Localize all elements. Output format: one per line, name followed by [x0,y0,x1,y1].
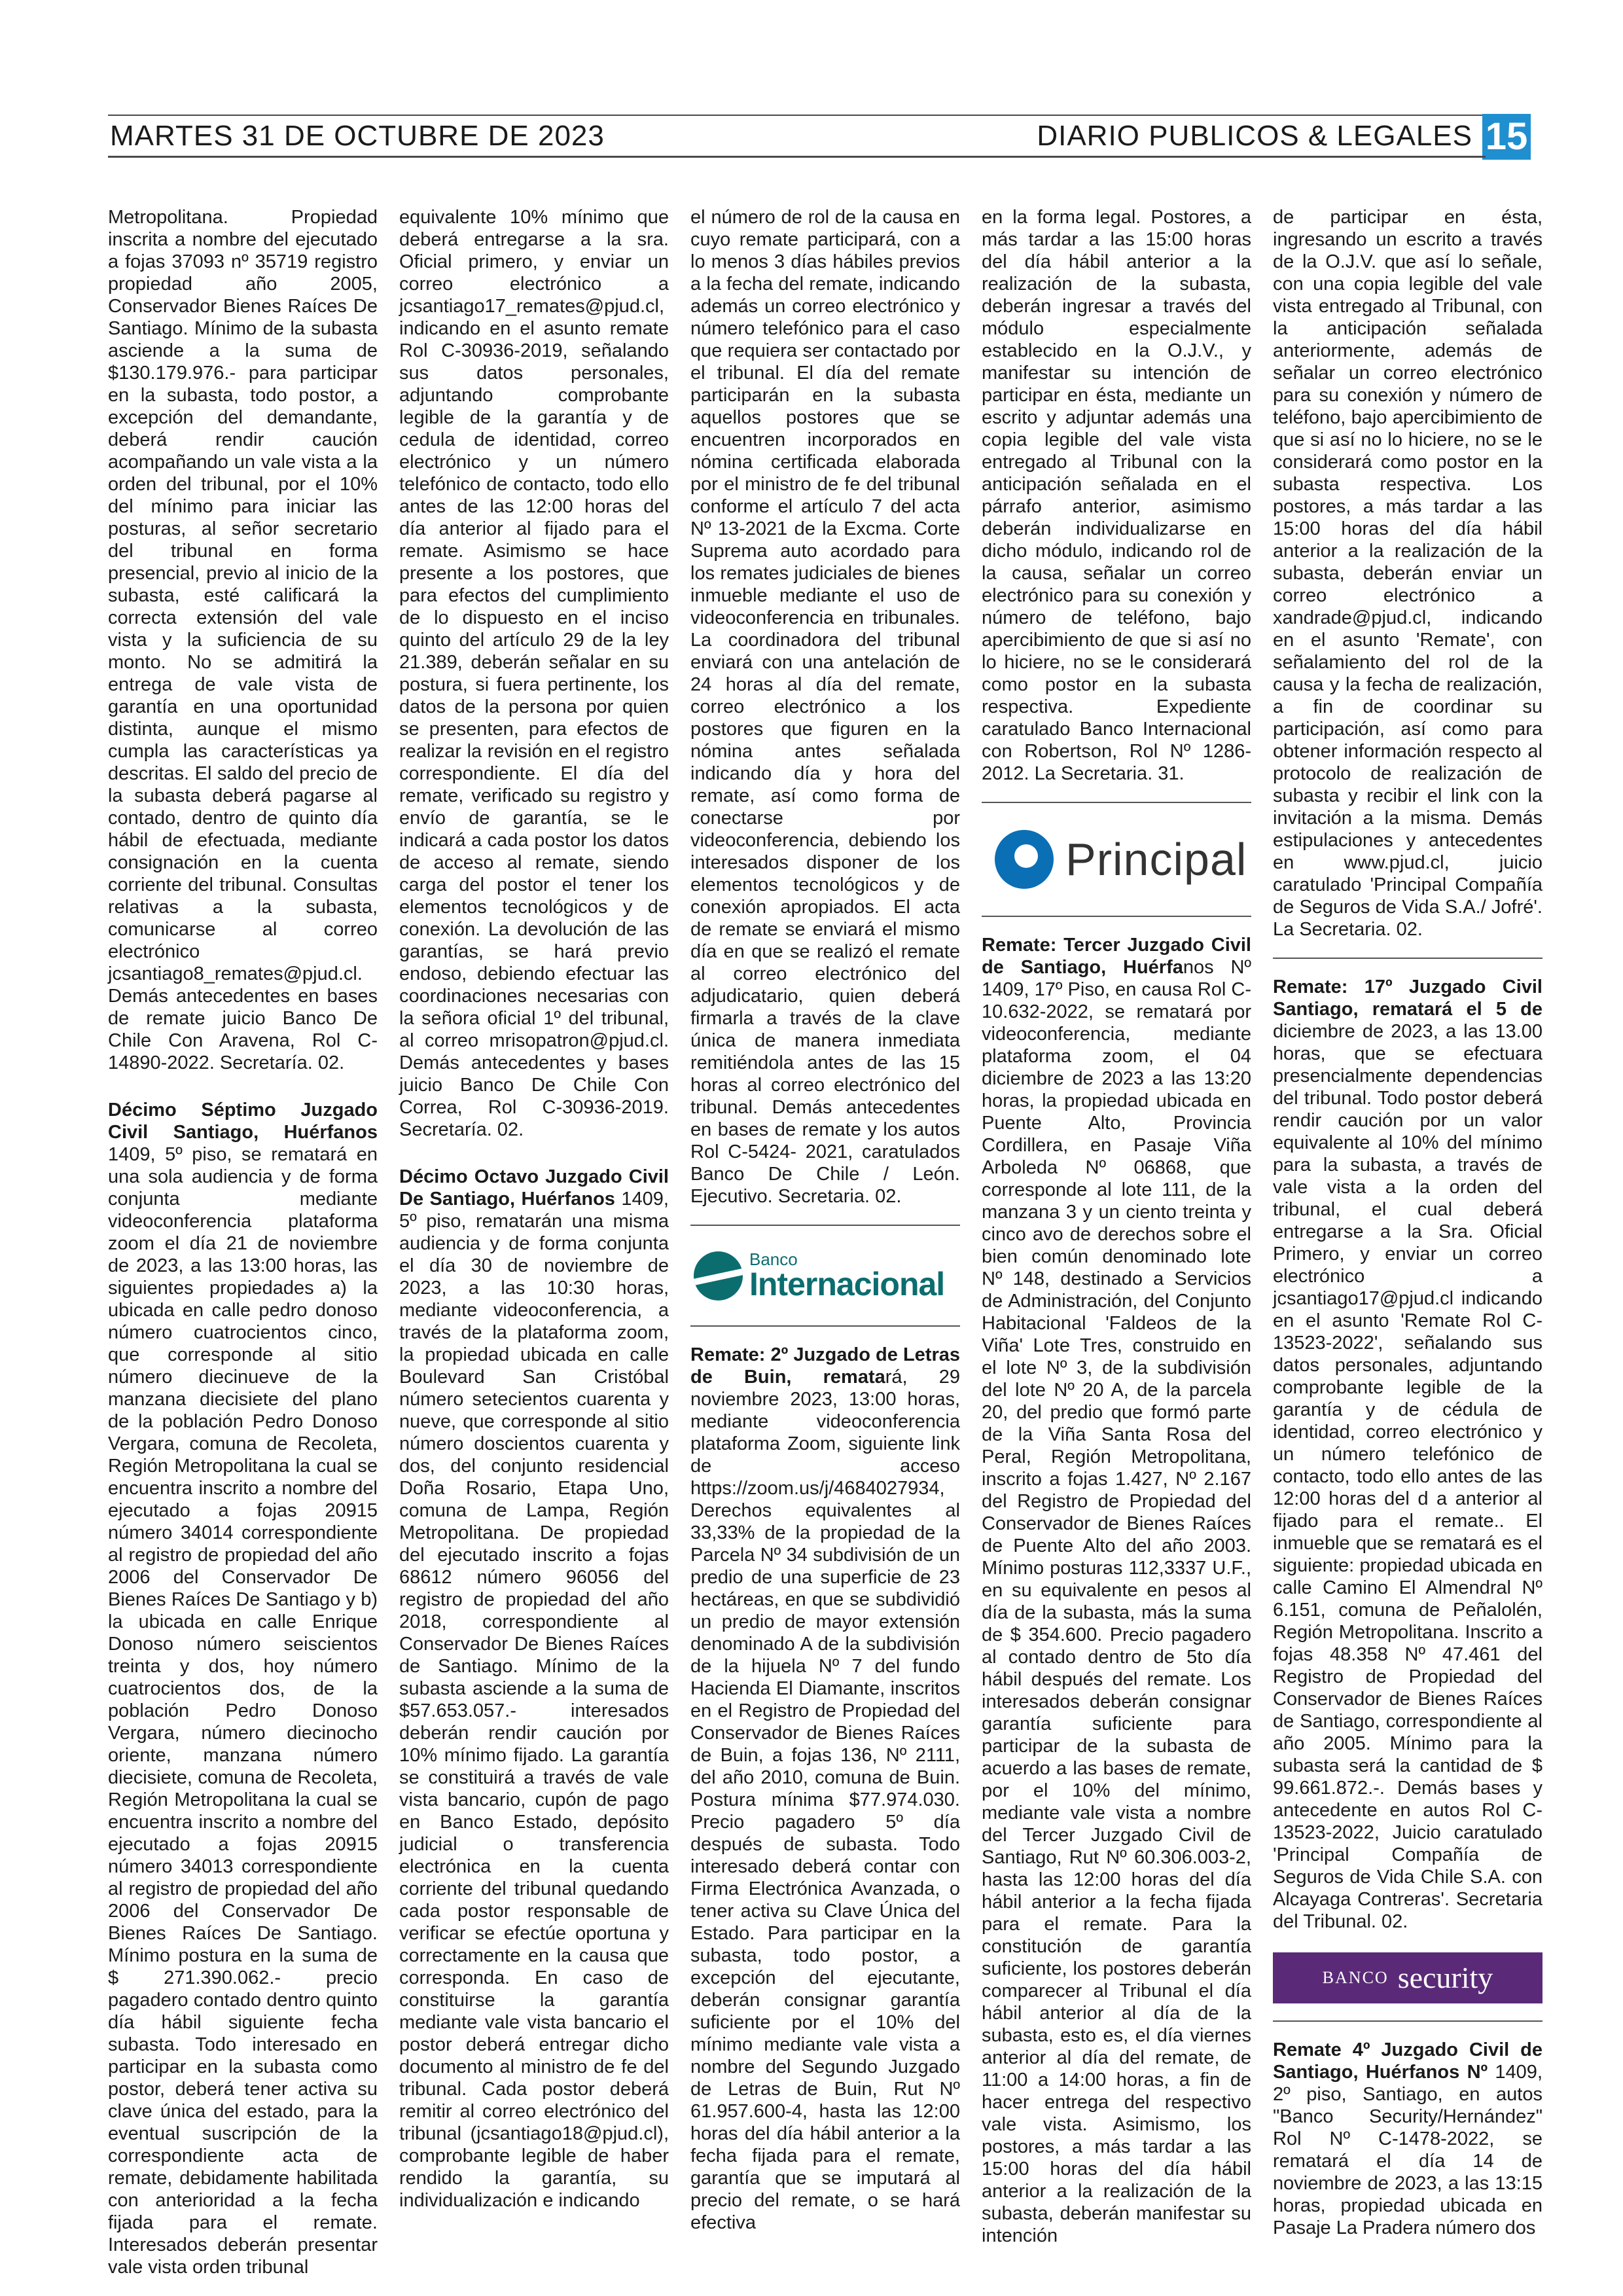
principal-icon [995,830,1054,889]
principal-logo [982,820,1251,899]
logo-name-text: security [1397,1961,1493,1994]
notice-heading: Remate 4º Juzgado Civil de Santiago, Huérfanos Nº [1273,2039,1543,2083]
publication-date: MARTES 31 DE OCTUBRE DE 2023 [110,120,605,152]
divider [1273,2020,1543,2022]
page-number: 15 [1482,114,1531,160]
header-rule-bottom [108,156,1486,158]
notice-18-juzgado [399,1166,669,2212]
notice-body: 1409, 5º piso, rematarán una misma audiencia y de forma conjunta el día 30 de noviembre de 2023, a las 10:30 horas, mediante videoconferencia, a través de la plataforma zoom, la propiedad ubicada en calle Boulevard San Cristóbal número setecientos cuarenta y nueve, que corresponde al sitio número doscientos cuarenta y dos, del conjunto residencial Doña Rosario, Etapa Uno, comuna de Lampa, Región Metropolitana. De propiedad del ejecutado inscrito a fojas 68612 número 96056 del registro de propiedad del año 2018, correspondiente al Conservador De Bienes Raíces de Santiago. Mínimo de la subasta asciende a la suma de $57.653.057.- interesados deberán rendir caución por 10% mínimo fijado. La garantía se constituirá a través de vale vista bancario, cupón de pago en Banco Estado, depósito judicial o transferencia electrónica en la cuenta corriente del tribunal quedando cada postor responsable de verificar se efectúe oportuna y correctamente en la causa que corresponda. En caso de constituirse la garantía mediante vale vista bancario el postor deberá entregar dicho documento al ministro de fe del tribunal. Cada postor deberá remitir al correo electrónico del tribunal (jcsantiago18@pjud.cl), comprobante legible de haber rendido la garantía, su individualización e indicando [399,1189,669,2211]
notice-body: 1409, 2º piso, Santiago, en autos "Banco Security/Hernández" Rol Nº C-1478-2022, se rematará el día 14 de noviembre de 2023, a las 13:15 horas, propiedad ubicada en Pasaje La Pradera número dos [1273,2062,1543,2238]
notice-4-juzgado [1273,2039,1543,2239]
divider [690,1225,960,1226]
notice-continuation: equivalente 10% mínimo que deberá entregarse a la sra. Oficial primero, y enviar un correo electrónico a jcsantiago17_remates@pjud.cl, indicando en el asunto remate Rol C-30936-2019, señalando sus datos personales, adjuntando comprobante legible de la garantía y de cedula de identidad, correo electrónico y un número telefónico de contacto, todo ello antes de las 12:00 horas del día anterior al fijado para el remate. Asimismo se hace presente a los postores, que para efectos del cumplimiento de lo dispuesto en el inciso quinto del artículo 29 de la ley 21.389, deberán señalar en su postura, si fuera pertinente, los datos de la persona por quien se presenten, para efectos de realizar la revisión en el registro correspondiente. El día del remate, verificado su registro y envío de garantía, se le indicará a cada postor los datos de acceso al remate, siendo carga del postor el tener los elementos tecnológicos y de conexión. La devolución de las garantías, se hará previo endoso, debiendo efectuar las coordinaciones necesarias con la señora oficial 1º del tribunal, al correo mrisopatron@pjud.cl. Demás antecedentes y bases juicio Banco De Chile Con Correa, Rol C-30936-2019. Secretaría. 02. [399,207,669,1140]
section-title: DIARIO PUBLICOS & LEGALES [1037,120,1472,152]
logo-banco-text: BANCO [1322,1968,1389,1987]
divider [982,802,1251,803]
notice-heading: Remate: Tercer Juzgado Civil de Santiago, Huérfa [982,935,1251,978]
notice-heading: Décimo Séptimo Juzgado Civil Santiago, Huérfanos [108,1100,378,1143]
notice-heading: Décimo Octavo Juzgado Civil De Santiago, Huérfanos [399,1166,669,1210]
divider [690,1325,960,1327]
logo-text: Principal [1065,834,1247,885]
notice-body: rá, 29 noviembre 2023, 13:00 horas, mediante videoconferencia plataforma Zoom, siguiente link de acceso https://zoom.us/j/4684027934, Derechos equivalentes al 33,33% de la propiedad de la Parcela Nº 34 subdivisión de un predio de una superficie de 23 hectáreas, en que se subdividió un predio de mayor extensión denominado A de la subdivisión de la hijuela Nº 7 del fundo Hacienda El Diamante, inscritos en el Registro de Propiedad del Conservador de Bienes Raíces de Buin, a fojas 136, Nº 2111, del año 2010, comuna de Buin. Postura mínima $77.974.030. Precio pagadero 5º día después de subasta. Todo interesado deberá contar con Firma Electrónica Avanzada, o tener activa su Clave Única del Estado. Para participar en la subasta, todo postor, a excepción del ejecutante, deberán consignar garantía suficiente por el 10% del mínimo mediante vale vista a nombre del Segundo Juzgado de Letras de Buin, Rut Nº 61.957.600-4, hasta las 12:00 horas del día hábil anterior a la fecha fijada para el remate, garantía que se imputará al precio del remate, o se hará efectiva [690,1367,960,2233]
banco-internacional-logo [690,1243,960,1308]
notice-body: diciembre de 2023, a las 13.00 horas, que se efectuara presencialmente dependencias del tribunal. Todo postor deberá rendir caución por un valor equivalente al 10% del mínimo para la subasta, a través de vale vista a la orden del tribunal, el cual deberá entregarse a la Sra. Oficial Primero, y enviar un correo electrónico a jcsantiago17@pjud.cl indicando en el asunto 'Remate Rol C-13523-2022', señalando sus datos personales, adjuntando comprobante legible de la garantía y de cédula de identidad, correo electrónico y un número telefónico de contacto, todo ello antes de las 12:00 horas del d a anterior al fijado para el remate.. El inmueble que se rematará es el siguiente: propiedad ubicada en calle Camino El Almendral Nº 6.151, comuna de Peñalolén, Región Metropolitana. Inscrito a fojas 48.358 Nº 47.461 del Registro de Propiedad del Conservador de Bienes Raíces de Santiago, correspondiente al año 2005. Mínimo para la subasta será la cantidad de $ 99.661.872.-. Demás bases y antecedente en autos Rol C-13523-2022, Juicio caratulado 'Principal Compañía de Seguros de Vida Chile S.A. con Alcayaga Contreras'. Secretaria del Tribunal. 02. [1273,1021,1543,1932]
banco-internacional-icon [694,1251,743,1300]
notice-17-juzgado-remate [1273,976,1543,1933]
notice-continuation: de participar en ésta, ingresando un escrito a través de la O.J.V. que así lo señale, con una copia legible del vale vista entregado al Tribunal, con la anticipación señalada anteriormente, además de señalar un correo electrónico para su conexión y número de teléfono, bajo apercibimiento de que si así no lo hiciere, no se le considerará como postor en la subasta respectiva. Los postores, a más tardar a las 15:00 horas del día hábil anterior a la realización de la subasta, deberán enviar un correo electrónico a xandrade@pjud.cl, indicando en el asunto 'Remate', con señalamiento del rol de la causa y la fecha de realización, a fin de coordinar su participación, así como para obtener información respecto al protocolo de realización de subasta y recibir el link con la invitación a la misma. Demás estipulaciones y antecedentes en www.pjud.cl, juicio caratulado 'Principal Compañía de Seguros de Vida S.A./ Jofré'. La Secretaria. 02. [1273,207,1543,940]
notice-heading: Remate: 2º Juzgado de Letras de Buin, remata [690,1344,960,1388]
notice-continuation: en la forma legal. Postores, a más tardar a las 15:00 horas del día hábil anterior a la realización de la subasta, deberán ingresar a través del módulo especialmente establecido en la O.J.V., y manifestar su intención de participar en ésta, mediante un escrito y adjuntar además una copia legible del vale vista entregado al Tribunal con la anticipación señalada en el párrafo anterior, asimismo deberán individualizarse en dicho módulo, indicando rol de la causa, señalar un correo electrónico para su conexión y número de teléfono, bajo apercibimiento de que si así no lo hiciere, no se le considerará como postor en la subasta respectiva. Expediente caratulado Banco Internacional con Robertson, Rol Nº 1286-2012. La Secretaria. 31. [982,207,1251,784]
notice-17-juzgado [108,1099,378,2278]
column-1 [108,206,378,2278]
notice-body: nos Nº 1409, 17º Piso, en causa Rol C-10.632-2022, se rematará por videoconferencia, mediante plataforma zoom, el 04 diciembre de 2023 a las 13:20 horas, la propiedad ubicada en Puente Alto, Provincia Cordillera, en Pasaje Viña Arboleda Nº 06868, que corresponde al lote 111, de la manzana 3 y un ciento treinta y cinco avo de derechos sobre el bien común denominado lote Nº 148, destinado a Servicios de Administración, del Conjunto Habitacional 'Faldeos de la Viña' Lote Tres, construido en el lote Nº 3, de la subdivisión del lote Nº 20 A, de la parcela 20, del predio que formó parte de la Viña Santa Rosa del Peral, Región Metropolitana, inscrito a fojas 1.427, Nº 2.167 del Registro de Propiedad del Conservador de Bienes Raíces de Puente Alto del año 2003. Mínimo posturas 112,3337 U.F., en su equivalente en pesos al día de la subasta, más la suma de $ 354.600. Precio pagadero al contado dentro de 5to día hábil después del remate. Los interesados deberán consignar garantía suficiente para participar de la subasta de acuerdo a las bases de remate, por el 10% del mínimo, mediante vale vista a nombre del Tercer Juzgado Civil de Santiago, Rut Nº 60.306.003-2, hasta las 12:00 horas del día hábil anterior a la fecha fijada para el remate. Para la constitución de garantía suficiente, los postores deberán comparecer al Tribunal el día hábil anterior al día de la subasta, esto es, el día viernes anterior al día del remate, de 11:00 a 14:00 horas, a fin de hacer entrega del respectivo vale vista. Asimismo, los postores, a más tardar a las 15:00 horas del día hábil anterior a la realización de la subasta, deberán manifestar su intención [982,957,1251,2246]
notice-body: 1409, 5º piso, se rematará en una sola audiencia y de forma conjunta mediante videoconferencia plataforma zoom el día 21 de noviembre de 2023, a las 13:00 horas, las siguientes propiedades a) la ubicada en calle pedro donoso número cuatrocientos cinco, que corresponde al sitio número diecinueve de la manzana diecisiete del plano de la población Pedro Donoso Vergara, comuna de Recoleta, Región Metropolitana la cual se encuentra inscrito a nombre del ejecutado a fojas 20915 número 34014 correspondiente al registro de propiedad del año 2006 del Conservador De Bienes Raíces De Santiago y b) la ubicada en calle Enrique Donoso número seiscientos treinta y dos, hoy número cuatrocientos dos, de la población Pedro Donoso Vergara, número diecinocho oriente, manzana número diecisiete, comuna de Recoleta, Región Metropolitana la cual se encuentra inscrito a nombre del ejecutado a fojas 20915 número 34013 correspondiente al registro de propiedad del año 2006 del Conservador De Bienes Raíces De Santiago. Mínimo postura en la suma de $ 271.390.062.- precio pagadero contado dentro quinto día hábil siguiente fecha subasta. Todo interesado en participar en la subasta como postor, deberá tener activa su clave única del estado, para la eventual suscripción de la correspondiente acta de remate, debidamente habilitada con anterioridad a la fecha fijada para el remate. Interesados deberán presentar vale vista orden tribunal [108,1144,378,2278]
notice-tercer-juzgado [982,934,1251,2247]
notice-continuation: el número de rol de la causa en cuyo remate participará, con a lo menos 3 días hábiles previos a la fecha del remate, indicando además un correo electrónico y número telefónico para el caso que requiera ser contactado por el tribunal. El día del remate participarán en la subasta aquellos postores que se encuentren incorporados en nómina certificada elaborada por el ministro de fe del tribunal conforme el artículo 7 del acta Nº 13-2021 de la Excma. Corte Suprema auto acordado para los remates judiciales de bienes inmueble mediante el uso de videoconferencia en tribunales. La coordinadora del tribunal enviará con una antelación de 24 horas al día del remate, correo electrónico a los postores que figuren en la nómina antes señalada indicando día y hora del remate, así como forma de conectarse por videoconferencia, debiendo los interesados disponer de los elementos tecnológicos y de conexión apropiados. El acta de remate se enviará el mismo día en que se realizó el remate al correo electrónico del adjudicatario, quien deberá firmarla a través de la clave única de manera inmediata remitiéndola antes de las 15 horas al correo electrónico del tribunal. Demás antecedentes en bases de remate y los autos Rol C-5424- 2021, caratulados Banco De Chile / León. Ejecutivo. Secretaria. 02. [690,207,960,1207]
column-5 [1273,206,1543,2239]
header-rule-top [108,115,1486,116]
logo-big-text: Internacional [749,1266,945,1302]
notice-buin [690,1344,960,2234]
column-2 [399,206,669,2212]
column-3 [690,206,960,2234]
column-4 [982,206,1251,2247]
notice-heading: Remate: 17º Juzgado Civil Santiago, rematará el 5 de [1273,977,1543,1020]
divider [982,916,1251,917]
notice-continuation: Metropolitana. Propiedad inscrita a nombre del ejecutado a fojas 37093 nº 35719 registro propiedad año 2005, Conservador Bienes Raíces De Santiago. Mínimo de la subasta asciende a la suma de $130.179.976.- para participar en la subasta, todo postor, a excepción del demandante, deberá rendir caución acompañando un vale vista a la orden del tribunal, por el 10% del mínimo para iniciar las posturas, al señor secretario del tribunal en forma presencial, previo al inicio de la subasta, esté calificará la correcta extensión del vale vista y la suficiencia de su monto. No se admitirá la entrega de vale vista de garantía en una oportunidad distinta, aunque el mismo cumpla las características ya descritas. El saldo del precio de la subasta deberá pagarse al contado, dentro de quinto día hábil de efectuada, mediante consignación en la cuenta corriente del tribunal. Consultas relativas a la subasta, comunicarse al correo electrónico jcsantiago8_remates@pjud.cl. Demás antecedentes en bases de remate juicio Banco De Chile Con Aravena, Rol C-14890-2022. Secretaría. 02. [108,207,378,1073]
divider [1273,958,1543,959]
banco-security-logo [1273,1952,1543,2003]
logo-small-text: Banco [749,1249,798,1269]
